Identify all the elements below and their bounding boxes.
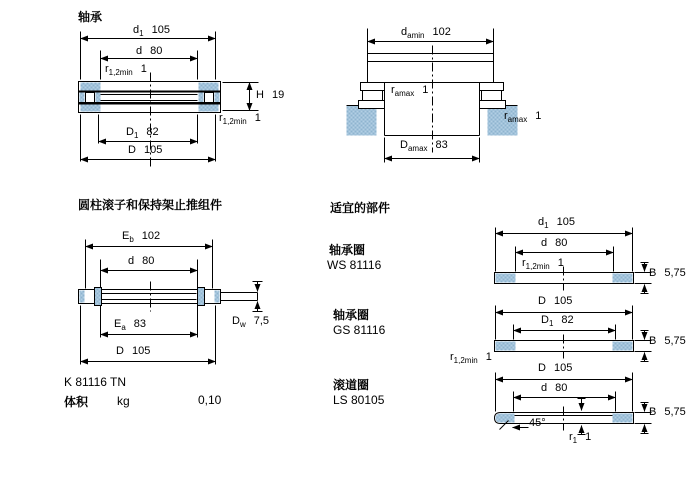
dim-damin: $d_{amin}$ 102 (401, 26, 451, 41)
dim-D: D 105 (128, 144, 163, 156)
dim-gs-D: D 105 (538, 295, 573, 307)
item-ws-type: 轴承圈 (329, 243, 366, 257)
ws-washer-drawing (495, 228, 652, 294)
dim-ls-D: D 105 (538, 362, 573, 374)
mass-unit: kg (117, 394, 130, 408)
dim-H: H 19 (256, 89, 285, 101)
dim-ls-B: B 5,75 (649, 406, 686, 418)
dim-gs-D1: $D_1$ 82 (541, 314, 574, 329)
dim-ws-d1: $d_1$ 105 (538, 216, 575, 231)
dim-d1: $d_1$ 105 (133, 24, 170, 39)
mass-value: 0,10 (198, 393, 222, 407)
assembly-drawing (79, 240, 263, 365)
dim-ws-d: d 80 (541, 237, 568, 249)
dim-gs-r12: $r_{1,2min}$ 1 (450, 351, 492, 366)
item-ls-code: LS 80105 (333, 393, 385, 407)
dim-assembly-d: d 80 (128, 255, 155, 267)
bearing-title: 轴承 (78, 10, 103, 24)
dim-Ea: $E_a$ 83 (114, 318, 147, 333)
mass-label: 体积 (64, 395, 89, 409)
item-gs-code: GS 81116 (333, 323, 386, 337)
dim-D1: $D_1$ 82 (126, 126, 159, 141)
dim-ws-B: B 5,75 (649, 267, 686, 279)
bearing-section-drawing (79, 32, 259, 167)
dim-ls-r1: $r_1$ 1 (569, 431, 592, 446)
dim-ls-chamfer: 45° (529, 417, 546, 429)
dim-d: d 80 (136, 45, 163, 57)
dim-r12-top: $r_{1,2min}$ 1 (105, 63, 147, 78)
assembly-title: 圆柱滚子和保持架止推组件 (78, 198, 223, 212)
item-ls-type: 滚道圈 (333, 378, 370, 392)
dim-ws-r12: $r_{1,2min}$ 1 (522, 257, 564, 272)
item-gs-type: 轴承圈 (333, 308, 370, 322)
designation: K 81116 TN (64, 375, 127, 389)
dim-Dw: $D_w$ 7,5 (232, 315, 270, 330)
dim-r12-right: $r_{1,2min}$ 1 (219, 112, 261, 127)
dim-Damax: $D_{amax}$ 83 (400, 139, 448, 154)
item-ws-code: WS 81116 (327, 258, 382, 272)
dim-assembly-D: D 105 (116, 345, 151, 357)
dim-gs-B: B 5,75 (649, 335, 686, 347)
ls-washer-drawing (495, 373, 652, 435)
dim-ramax-right: $r_{amax}$ 1 (504, 110, 542, 125)
suitable-title: 适宜的部件 (330, 201, 391, 215)
dim-ls-d: d 80 (541, 382, 568, 394)
dim-Eb: $E_b$ 102 (122, 230, 161, 245)
dim-ramax-center: $r_{amax}$ 1 (391, 84, 429, 99)
